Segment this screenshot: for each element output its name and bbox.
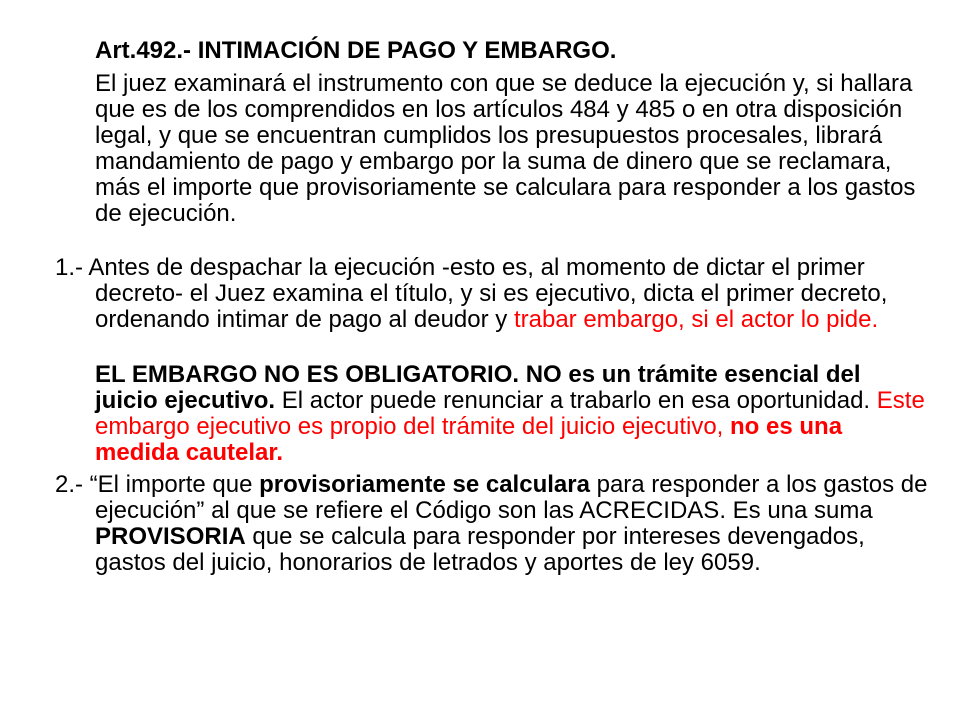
embargo-note-highlight-bold: no es una medida cautelar.	[95, 413, 843, 466]
item-1	[55, 255, 935, 333]
article-title	[95, 38, 935, 64]
article-title-text: Art.492.- INTIMACIÓN DE PAGO Y EMBARGO.	[95, 37, 617, 64]
item-2-bold-2: PROVISORIA	[95, 523, 246, 550]
embargo-note-highlight: Este embargo ejecutivo es propio del trámite del juicio ejecutivo,	[95, 387, 925, 440]
item-2-text-2: para responder a los gastos de ejecución” al que se refiere el Código son las ACRECIDAS. Es una suma	[95, 471, 928, 524]
article-text-body: El juez examinará el instrumento con que se deduce la ejecución y, si hallara que es de los comprendidos en los artículos 484 y 485 o en otra disposición legal, y que se encuentran cumplidos los presupuestos procesales, librará mandamiento de pago y embargo por la suma de dinero que se reclamara, más el importe que provisoriamente se calculara para responder a los gastos de ejecución.	[95, 70, 916, 227]
embargo-note	[95, 362, 925, 466]
embargo-note-bold: EL EMBARGO NO ES OBLIGATORIO. NO es un trámite esencial del juicio ejecutivo.	[95, 361, 861, 414]
item-1-highlight: trabar embargo, si el actor lo pide.	[513, 306, 879, 333]
item-2-text-1: 2.- “El importe que	[55, 471, 260, 498]
item-1-text: 1.- Antes de despachar la ejecución -esto es, al momento de dictar el primer decreto- el Juez examina el título, y si es ejecutivo, dicta el primer decreto, ordenando intimar de pago al deudor y	[55, 254, 888, 333]
item-2-text-3: que se calcula para responder por intereses devengados, gastos del juicio, honorarios de letrados y aportes de ley 6059.	[95, 523, 865, 576]
item-2-bold-1: provisoriamente se calculara	[259, 471, 590, 498]
item-2	[55, 472, 935, 576]
embargo-note-text: El actor puede renunciar a trabarlo en esa oportunidad.	[275, 387, 877, 414]
article-text	[95, 71, 920, 227]
